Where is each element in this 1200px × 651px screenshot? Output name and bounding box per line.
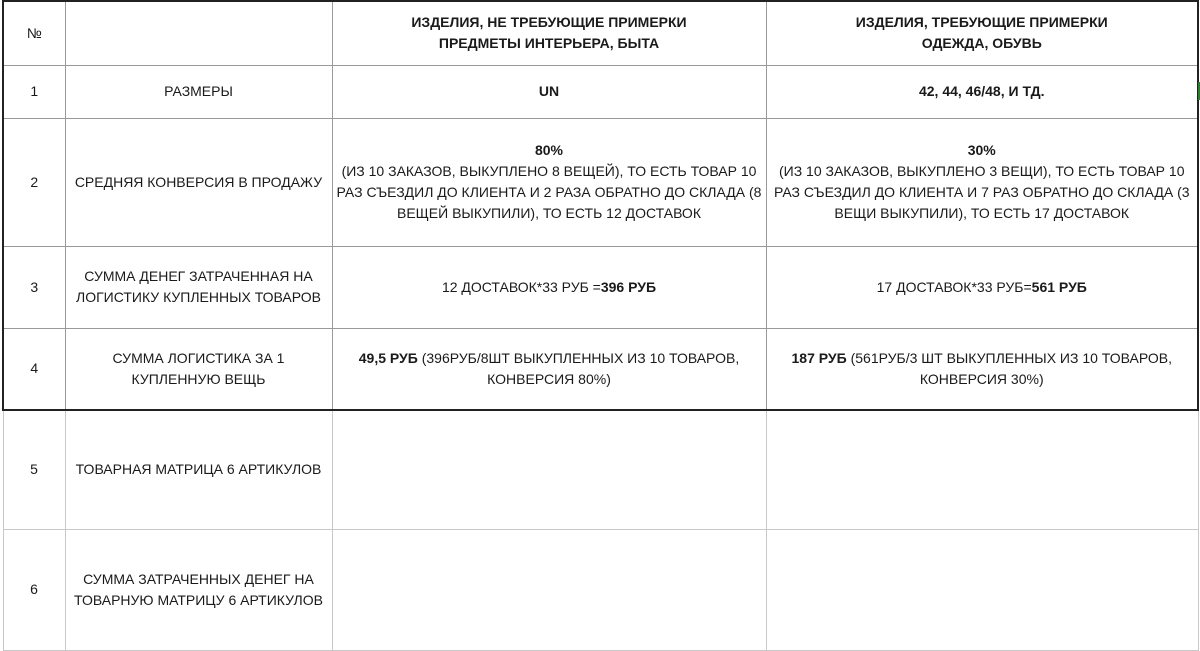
- row-label: ТОВАРНАЯ МАТРИЦА 6 АРТИКУЛОВ: [75, 461, 322, 478]
- table-row: [3, 529, 1198, 650]
- row-col1-cell[interactable]: [332, 529, 766, 650]
- row-col2-cell[interactable]: [766, 529, 1198, 650]
- conversion-percent: 30%: [967, 142, 996, 158]
- table-row: [3, 65, 1198, 118]
- per-item-explanation: (561РУБ/3 ШТ ВЫКУПЛЕННЫХ ИЗ 10 ТОВАРОВ, КОНВЕРСИЯ 30%): [846, 349, 1172, 387]
- row-col2-cell[interactable]: [766, 246, 1198, 328]
- row-col2-cell[interactable]: [766, 118, 1198, 246]
- row-label-cell[interactable]: [65, 65, 332, 118]
- row-num: 2: [30, 173, 39, 190]
- logistics-formula: 12 ДОСТАВОК*33 РУБ =: [441, 278, 601, 295]
- row-label-cell[interactable]: [65, 328, 332, 410]
- conversion-explanation: (ИЗ 10 ЗАКАЗОВ, ВЫКУПЛЕНО 8 ВЕЩЕЙ), ТО ЕСТЬ ТОВАР 10 РАЗ СЪЕЗДИЛ ДО КЛИЕНТА И 2 РАЗА ОБРАТНО ДО СКЛАДА (8 ВЕЩЕЙ ВЫКУПИЛИ), ТО ЕСТЬ 12 ДОСТАВОК: [336, 163, 762, 221]
- row-label: СРЕДНЯЯ КОНВЕРСИЯ В ПРОДАЖУ: [74, 173, 323, 190]
- per-item-explanation: (396РУБ/8ШТ ВЫКУПЛЕННЫХ ИЗ 10 ТОВАРОВ, КОНВЕРСИЯ 80%): [417, 349, 740, 387]
- row-col1-cell[interactable]: [332, 65, 766, 118]
- row-col1-cell[interactable]: [332, 328, 766, 410]
- row-num: 4: [30, 360, 39, 377]
- row-num: 3: [30, 278, 39, 295]
- row-col2-value: 42, 44, 46/48, И ТД.: [918, 83, 1045, 99]
- row-num-cell[interactable]: [3, 65, 65, 118]
- conversion-percent: 80%: [534, 142, 564, 158]
- table-row: [3, 246, 1198, 328]
- row-num-cell[interactable]: [3, 118, 65, 246]
- header-num: №: [26, 24, 42, 41]
- row-label: СУММА ЗАТРАЧЕННЫХ ДЕНЕГ НА ТОВАРНУЮ МАТРИЦУ 6 АРТИКУЛОВ: [74, 570, 323, 608]
- header-col2-cell[interactable]: [766, 1, 1198, 65]
- row-col1-value: UN: [538, 83, 560, 99]
- header-col1-line1: ИЗДЕЛИЯ, НЕ ТРЕБУЮЩИЕ ПРИМЕРКИ: [411, 14, 687, 31]
- row-label: РАЗМЕРЫ: [164, 83, 233, 99]
- header-col2-line1: ИЗДЕЛИЯ, ТРЕБУЮЩИЕ ПРИМЕРКИ: [855, 14, 1108, 31]
- row-col2-cell[interactable]: [766, 410, 1198, 529]
- conversion-explanation: (ИЗ 10 ЗАКАЗОВ, ВЫКУПЛЕНО 3 ВЕЩИ), ТО ЕСТЬ ТОВАР 10 РАЗ СЪЕЗДИЛ ДО КЛИЕНТА И 7 РАЗ ОБРАТНО ДО СКЛАДА (3 ВЕЩИ ВЫКУПИЛИ), ТО ЕСТЬ 17 ДОСТАВОК: [773, 163, 1190, 221]
- row-label-cell[interactable]: [65, 118, 332, 246]
- row-label-cell[interactable]: [65, 410, 332, 529]
- row-col2-cell[interactable]: [766, 328, 1198, 410]
- per-item-cost: 187 РУБ: [791, 349, 847, 366]
- header-label-cell[interactable]: [65, 1, 332, 65]
- logistics-total: 396 РУБ: [600, 278, 657, 295]
- logistics-total: 561 РУБ: [1031, 278, 1087, 295]
- header-num-cell[interactable]: [3, 1, 65, 65]
- header-col2-line2: ОДЕЖДА, ОБУВЬ: [921, 35, 1042, 52]
- table-row: [3, 410, 1198, 529]
- row-label-cell[interactable]: [65, 529, 332, 650]
- comparison-table: [2, 0, 1199, 651]
- row-col1-cell[interactable]: [332, 246, 766, 328]
- table-row: [3, 118, 1198, 246]
- row-num: 1: [30, 83, 39, 99]
- header-col1-cell[interactable]: [332, 1, 766, 65]
- header-col1-line2: ПРЕДМЕТЫ ИНТЕРЬЕРА, БЫТА: [438, 35, 660, 52]
- row-col1-cell[interactable]: [332, 118, 766, 246]
- row-col2-cell[interactable]: [766, 65, 1198, 118]
- row-num-cell[interactable]: [3, 529, 65, 650]
- row-col1-cell[interactable]: [332, 410, 766, 529]
- row-num: 5: [30, 461, 38, 478]
- row-label: СУММА ЛОГИСТИКА ЗА 1 КУПЛЕННУЮ ВЕЩЬ: [112, 349, 285, 387]
- table-row: [3, 328, 1198, 410]
- row-label: СУММА ДЕНЕГ ЗАТРАЧЕННАЯ НА ЛОГИСТИКУ КУПЛЕННЫХ ТОВАРОВ: [76, 268, 321, 305]
- row-num: 6: [30, 581, 38, 597]
- per-item-cost: 49,5 РУБ: [358, 349, 418, 366]
- row-label-cell[interactable]: [65, 246, 332, 328]
- spreadsheet: [2, 0, 1197, 649]
- row-num-cell[interactable]: [3, 328, 65, 410]
- row-num-cell[interactable]: [3, 410, 65, 529]
- logistics-formula: 17 ДОСТАВОК*33 РУБ=: [876, 278, 1032, 295]
- table-header-row: [3, 1, 1198, 65]
- row-num-cell[interactable]: [3, 246, 65, 328]
